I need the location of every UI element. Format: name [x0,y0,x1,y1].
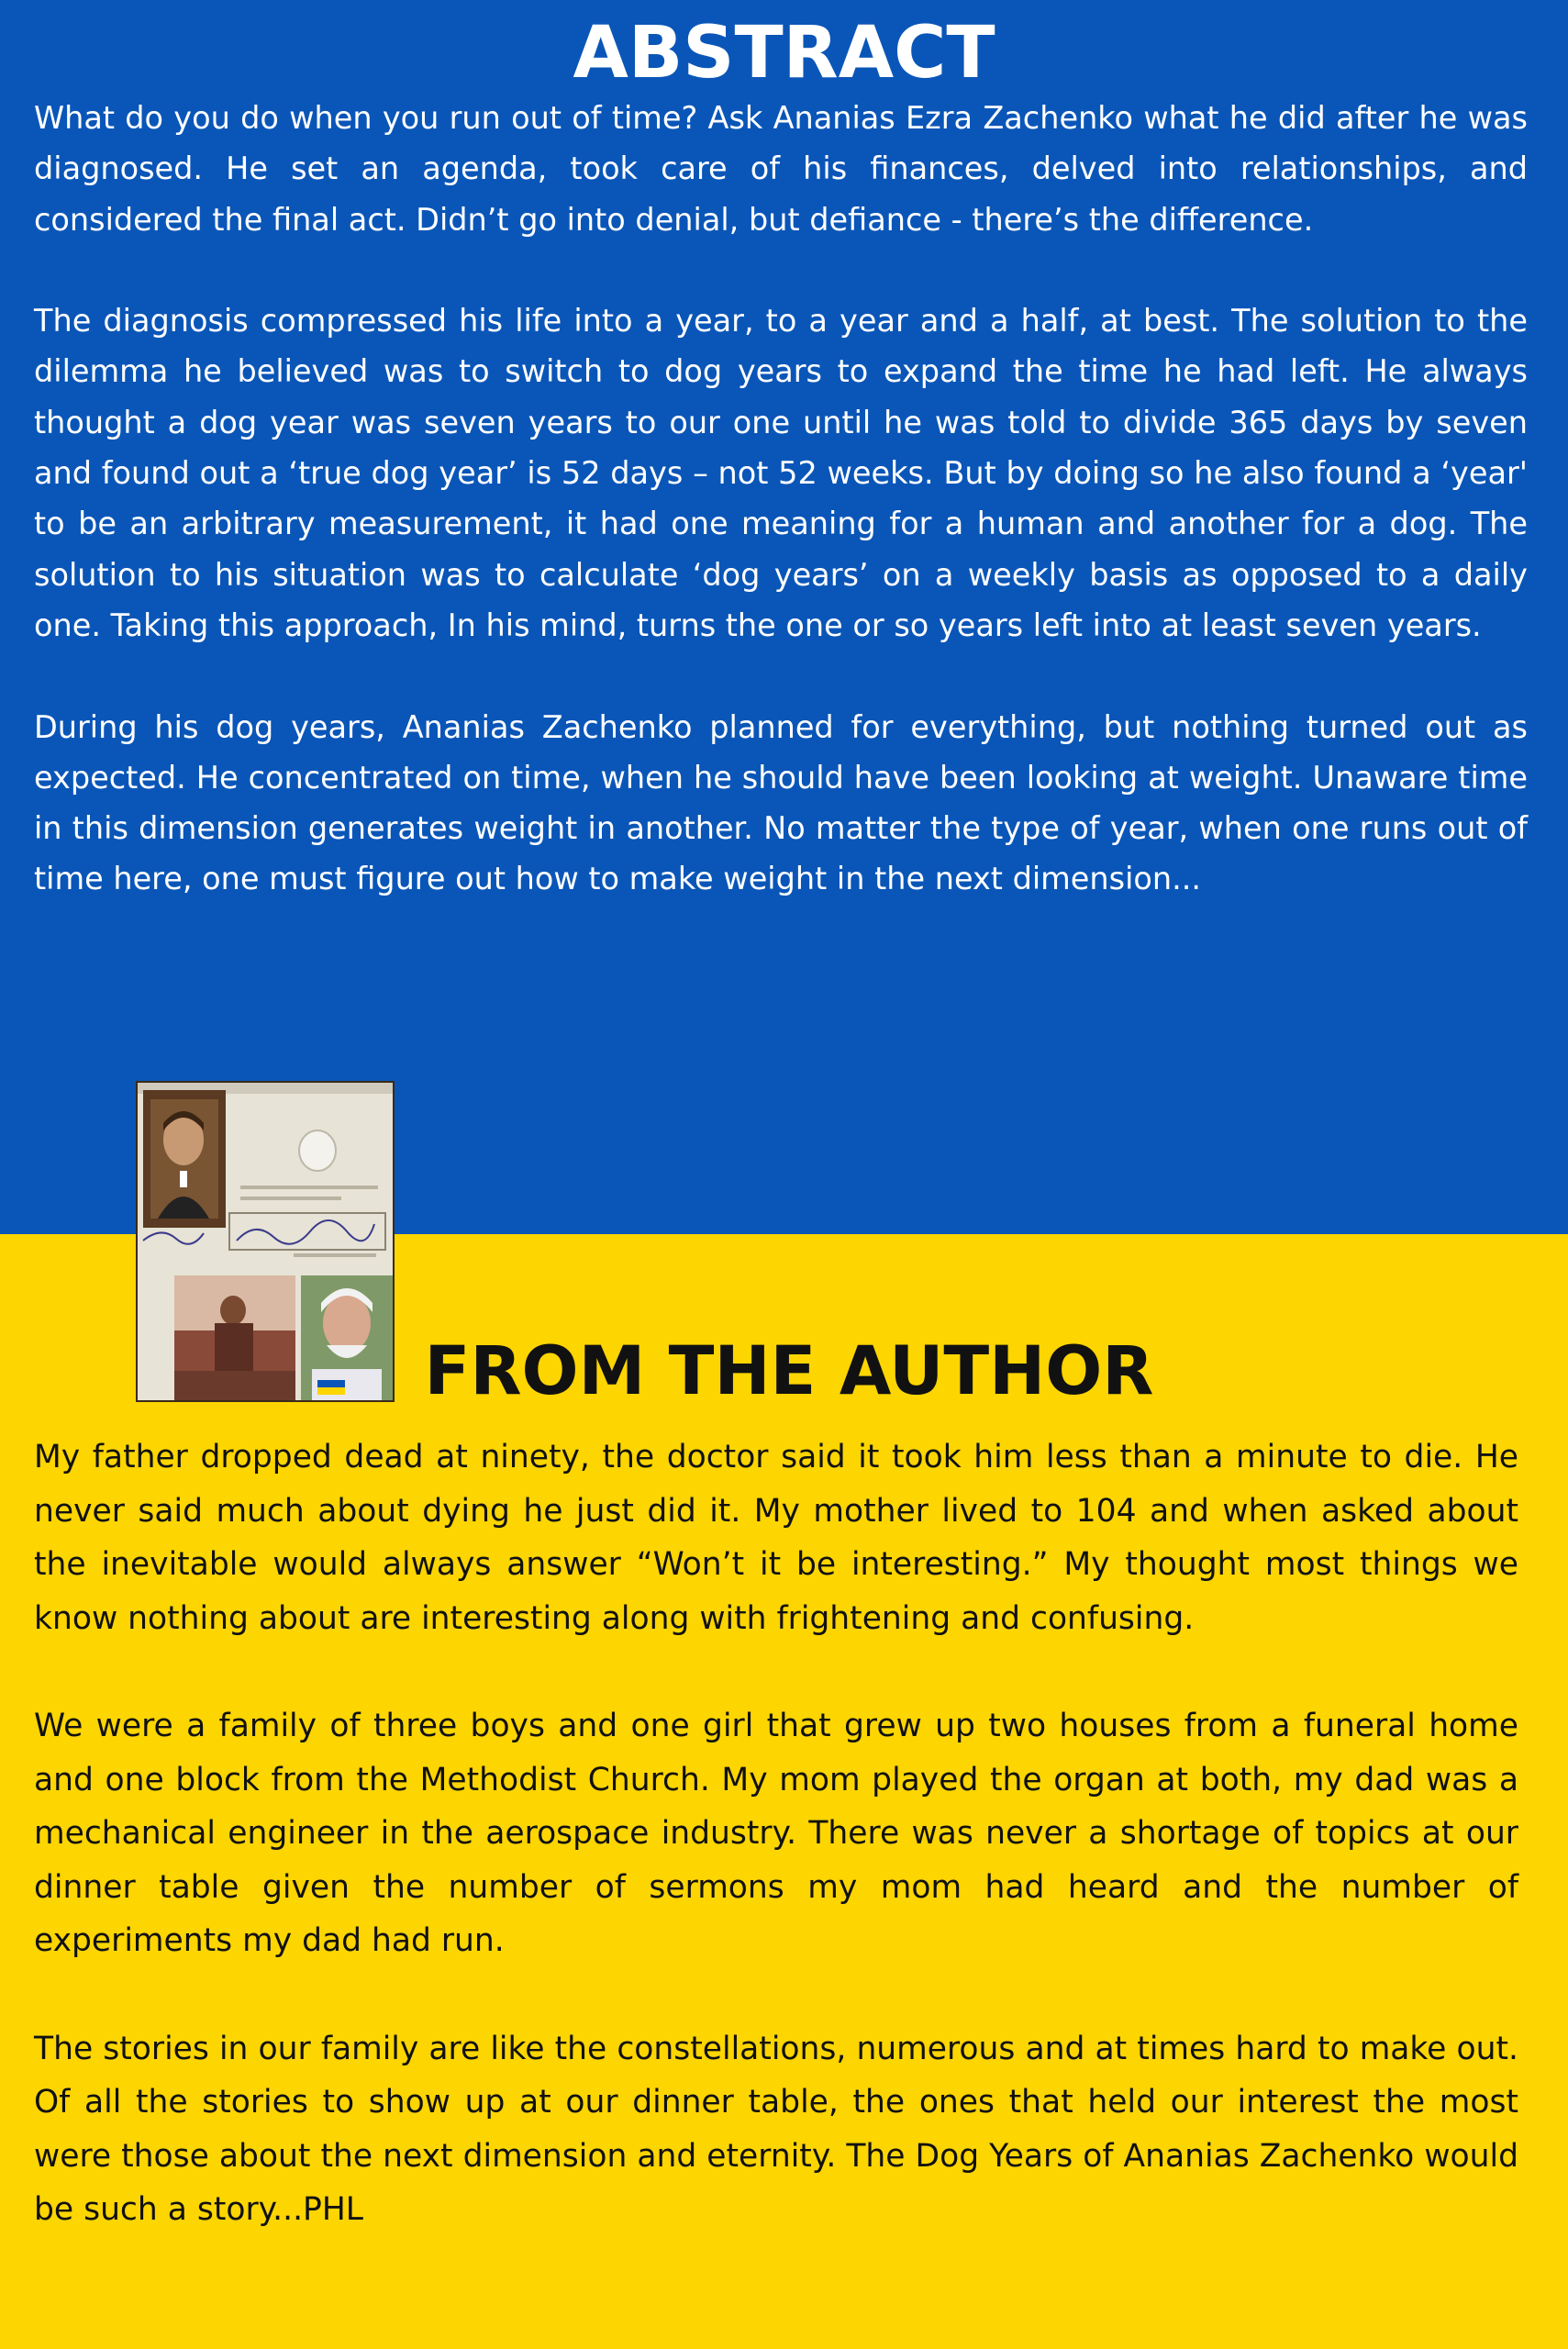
abstract-paragraph: What do you do when you run out of time? Ask Ananias Ezra Zachenko what he did after he was diagnosed. He set an agenda, took care of his finances, delved into relationships, and considered the final act. Didn’t go into denial, but defiance - there’s the difference. [34,100,1528,238]
abstract-paragraph: The diagnosis compressed his life into a year, to a year and a half, at best. The solution to the dilemma he believed was to switch to dog years to expand the time he had left. He always thought a dog year was seven years to our one until he was told to divide 365 days by seven and found out a ‘true dog year’ is 52 days – not 52 weeks. But by doing so he also found a ‘year' to be an arbitrary measurement, it had one meaning for a human and another for a dog. The solution to his situation was to calculate ‘dog years’ on a weekly basis as opposed to a daily one. Taking this approach, In his mind, turns the one or so years left into at least seven years. [34,303,1528,643]
photo-collage-image [138,1083,393,1400]
abstract-heading: ABSTRACT [573,12,995,95]
author-paragraph: My father dropped dead at ninety, the doctor said it took him less than a minute to die. He never said much about dying he just did it. My mother lived to 104 and when asked about the inevitable would always answer “Won’t it be interesting.” My thought most things we know nothing about are interesting along with frightening and confusing. [34,1439,1518,1637]
ukraine-flag-icon [317,1380,345,1387]
author-heading: FROM THE AUTHOR [424,1332,1154,1410]
author-photo-collage [136,1081,395,1402]
abstract-body [34,93,1528,905]
author-body [34,1431,1518,2237]
abstract-paragraph: During his dog years, Ananias Zachenko planned for everything, but nothing turned out as expected. He concentrated on time, when he should have been looking at weight. Unaware time in this dimension generates weight in another. No matter the type of year, when one runs out of time here, one must figure out how to make weight in the next dimension... [34,708,1528,897]
author-paragraph: We were a family of three boys and one girl that grew up two houses from a funeral home and one block from the Methodist Church. My mom played the organ at both, my dad was a mechanical engineer in the aerospace industry. There was never a shortage of topics at our dinner table given the number of sermons my mom had heard and the number of experiments my dad had run. [34,1707,1518,1960]
author-paragraph: The stories in our family are like the constellations, numerous and at times hard to make out. Of all the stories to show up at our dinner table, the ones that held our interest the most were those about the next dimension and eternity. The Dog Years of Ananias Zachenko would be such a story...PHL [34,2030,1518,2229]
